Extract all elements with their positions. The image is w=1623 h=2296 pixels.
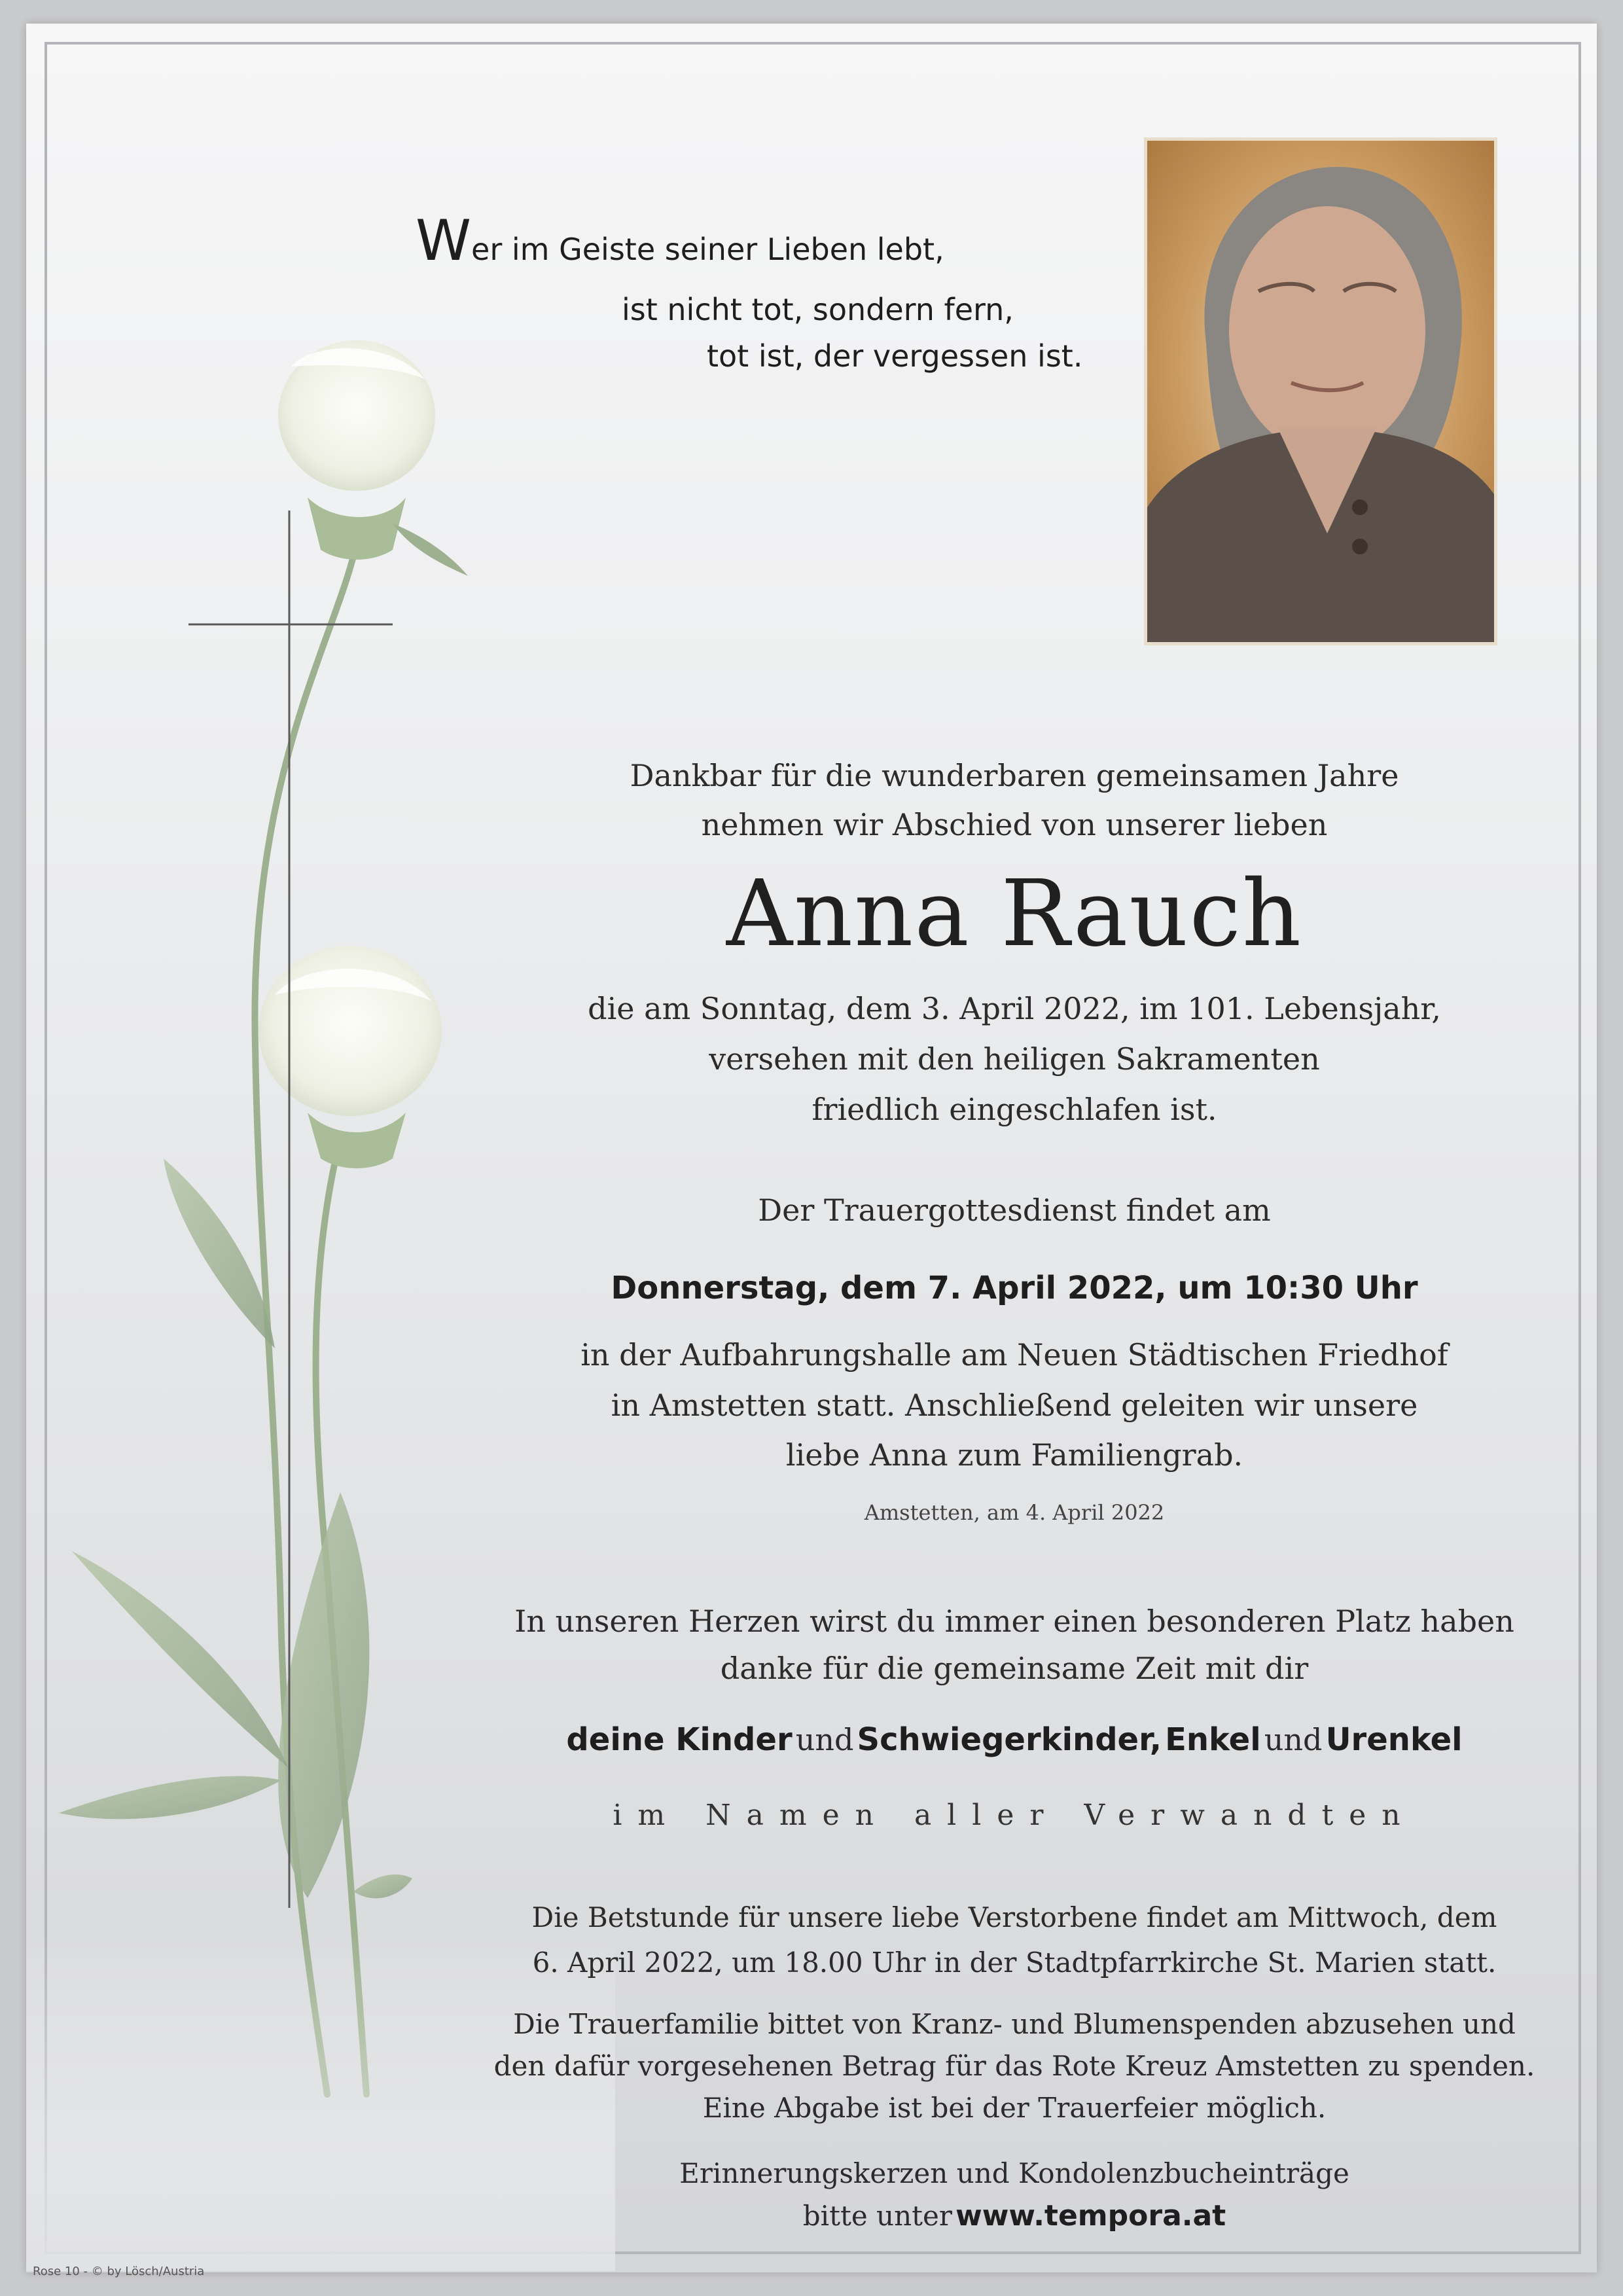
mourners-and-2: und bbox=[1264, 1722, 1323, 1757]
condolence-line-2 bbox=[458, 2199, 1571, 2233]
mourners-children-in-law: Schwiegerkinder, bbox=[857, 1721, 1162, 1758]
service-datetime: Donnerstag, dem 7. April 2022, um 10:30 Uhr bbox=[611, 1270, 1418, 1306]
relatives-line: im Namen aller Verwandten bbox=[613, 1799, 1416, 1832]
mourners-children: deine Kinder bbox=[566, 1721, 793, 1758]
service-intro: Der Trauergottesdienst findet am bbox=[758, 1193, 1271, 1228]
rose-top bbox=[278, 340, 468, 576]
mourners-and-1: und bbox=[795, 1722, 854, 1757]
intro-line-2: nehmen wir Abschied von unserer lieben bbox=[701, 807, 1328, 842]
donation-line-2: den dafür vorgesehenen Betrag für das Rote Kreuz Amstetten zu spenden. bbox=[493, 2050, 1535, 2082]
prayer-line-2: 6. April 2022, um 18.00 Uhr in der Stadtpfarrkirche St. Marien statt. bbox=[532, 1946, 1497, 1979]
quote-line-3: tot ist, der vergessen ist. bbox=[707, 338, 1083, 374]
mourners-line bbox=[458, 1721, 1571, 1758]
death-line-3: friedlich eingeschlafen ist. bbox=[812, 1092, 1217, 1127]
leaves bbox=[59, 1158, 412, 1898]
mourners-great-grandchildren: Urenkel bbox=[1325, 1721, 1463, 1758]
donation-line-1: Die Trauerfamilie bittet von Kranz- und Blumenspenden abzusehen und bbox=[513, 2008, 1516, 2040]
copyright-note: Rose 10 - © by Lösch/Austria bbox=[33, 2265, 205, 2278]
prayer-line-1: Die Betstunde für unsere liebe Verstorbene findet am Mittwoch, dem bbox=[531, 1901, 1497, 1933]
deceased-name: Anna Rauch bbox=[726, 861, 1303, 967]
tempora-link[interactable]: www.tempora.at bbox=[955, 2199, 1226, 2233]
quote-line-2: ist nicht tot, sondern fern, bbox=[622, 292, 1014, 327]
quote-line-1-text: er im Geiste seiner Lieben lebt, bbox=[471, 232, 944, 267]
farewell-line-2: danke für die gemeinsame Zeit mit dir bbox=[720, 1651, 1309, 1686]
service-line-3: liebe Anna zum Familiengrab. bbox=[785, 1437, 1243, 1473]
death-line-2: versehen mit den heiligen Sakramenten bbox=[709, 1041, 1320, 1077]
condolence-line-1: Erinnerungskerzen und Kondolenzbucheinträge bbox=[679, 2157, 1349, 2189]
rose-bottom bbox=[259, 946, 442, 1168]
service-line-1: in der Aufbahrungshalle am Neuen Städtischen Friedhof bbox=[580, 1337, 1448, 1372]
death-line-1: die am Sonntag, dem 3. April 2022, im 101. Lebensjahr, bbox=[588, 991, 1441, 1026]
portrait-photo bbox=[1144, 137, 1497, 645]
condolence-prefix: bitte unter bbox=[802, 2200, 952, 2232]
quote-initial: W bbox=[416, 208, 472, 274]
quote-line-1 bbox=[416, 208, 944, 274]
mourners-grandchildren: Enkel bbox=[1165, 1721, 1261, 1758]
donation-line-3: Eine Abgabe ist bei der Trauerfeier möglich. bbox=[702, 2092, 1327, 2124]
farewell-line-1: In unseren Herzen wirst du immer einen besonderen Platz haben bbox=[514, 1604, 1514, 1639]
place-date: Amstetten, am 4. April 2022 bbox=[864, 1500, 1165, 1525]
intro-line-1: Dankbar für die wunderbaren gemeinsamen Jahre bbox=[630, 758, 1399, 793]
service-line-2: in Amstetten statt. Anschließend geleiten wir unsere bbox=[611, 1388, 1418, 1423]
